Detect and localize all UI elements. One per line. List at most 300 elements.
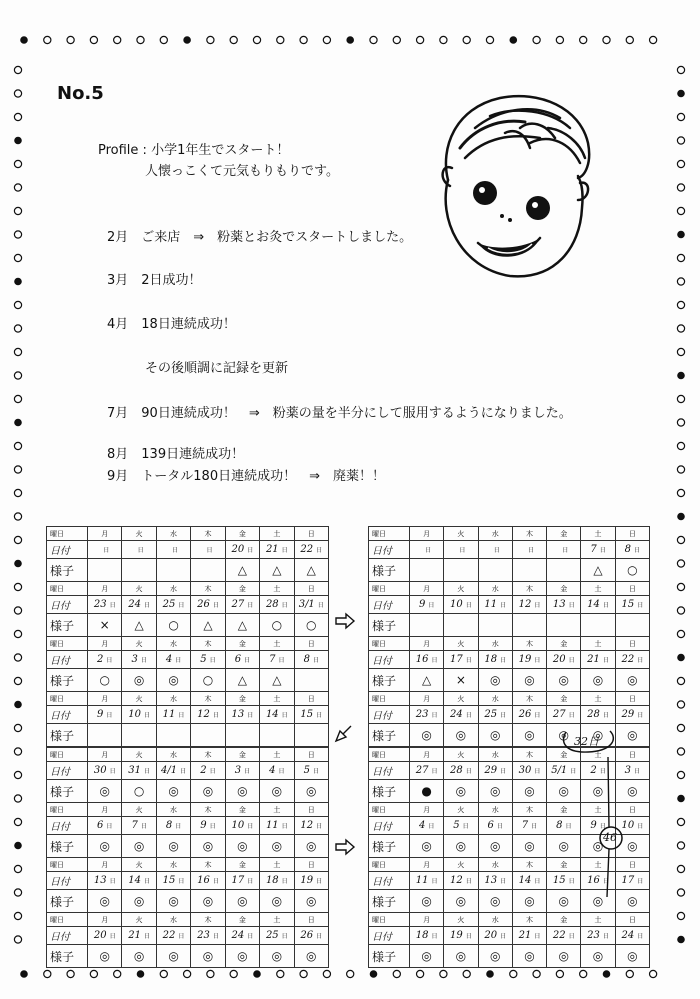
weekday-cell: 金 (225, 748, 259, 762)
date-value: 26 (518, 709, 532, 720)
date-value: 7 (590, 544, 597, 555)
row-label: 曜日 (369, 803, 410, 817)
day-suffix: 日 (534, 712, 541, 719)
state-mark-cell: ◎ (410, 890, 444, 913)
state-mark-cell (478, 559, 512, 582)
date-value: 4/1 (161, 765, 178, 776)
date-cell (444, 541, 478, 559)
day-suffix: 日 (634, 768, 641, 775)
date-value: 16 (587, 875, 600, 886)
date-value: 12 (300, 820, 314, 831)
border-dot (14, 489, 21, 496)
day-suffix: 日 (568, 933, 575, 940)
row-label: 曜日 (47, 582, 88, 596)
border-dot (678, 90, 684, 96)
row-label: 日付 (47, 541, 88, 559)
border-dot (15, 560, 21, 566)
day-suffix: 日 (109, 768, 116, 775)
handwritten-count: 46 (603, 831, 617, 844)
weekday-header-row (47, 803, 329, 817)
state-mark-cell: △ (225, 669, 259, 692)
date-value: 4 (418, 820, 426, 831)
weekday-cell: 月 (88, 748, 122, 762)
date-value: 11 (415, 875, 429, 886)
day-suffix: 日 (281, 933, 288, 940)
date-value: 2 (97, 654, 104, 665)
border-dot (677, 137, 684, 144)
day-suffix: 日 (568, 657, 575, 664)
date-cell (512, 762, 546, 780)
row-label: 曜日 (369, 748, 410, 762)
row-label: 曜日 (369, 527, 410, 541)
border-dot (230, 970, 237, 977)
state-row (369, 559, 650, 582)
date-value: 14 (518, 875, 532, 886)
weekday-cell: 火 (444, 803, 478, 817)
calendar-table (46, 747, 329, 968)
state-mark-cell (260, 724, 294, 747)
date-value: 22 (162, 930, 176, 941)
date-cell (478, 817, 512, 835)
state-mark-cell: △ (225, 614, 259, 637)
date-cell (615, 762, 649, 780)
date-value: 20 (484, 930, 498, 941)
day-suffix: 日 (431, 768, 438, 775)
weekday-cell: 月 (88, 913, 122, 927)
state-mark-cell (294, 724, 328, 747)
date-cell (615, 706, 649, 724)
state-mark-cell: ◎ (294, 890, 328, 913)
state-mark-cell: ◎ (88, 780, 122, 803)
border-dot (677, 912, 684, 919)
date-cell (444, 817, 478, 835)
date-value: 13 (231, 709, 245, 720)
state-mark-cell: △ (410, 669, 444, 692)
date-cell (191, 541, 225, 559)
state-mark-cell: ◎ (260, 890, 294, 913)
border-dot (15, 842, 21, 848)
date-value: 8 (556, 820, 563, 831)
weekday-cell: 月 (88, 527, 122, 541)
row-label: 日付 (369, 706, 410, 724)
border-dot (323, 970, 330, 977)
date-cell (615, 651, 649, 669)
state-mark-cell: ○ (122, 780, 156, 803)
border-dot (677, 278, 684, 285)
weekday-cell: 金 (225, 858, 259, 872)
date-cell (512, 706, 546, 724)
border-dot (677, 184, 684, 191)
state-mark-cell (191, 724, 225, 747)
weekday-cell: 日 (294, 858, 328, 872)
date-value: 9 (418, 599, 426, 610)
date-cell (615, 927, 649, 945)
border-dot (580, 970, 587, 977)
date-cell (512, 872, 546, 890)
date-cell (156, 596, 190, 614)
row-label: 日付 (369, 927, 410, 945)
date-cell (88, 651, 122, 669)
weekday-cell: 木 (191, 748, 225, 762)
state-mark-cell (225, 724, 259, 747)
border-dot (160, 970, 167, 977)
date-row (47, 541, 329, 559)
state-mark-cell: ◎ (122, 945, 156, 968)
border-dot (230, 36, 237, 43)
weekday-cell: 木 (512, 527, 546, 541)
weekday-cell: 水 (156, 748, 190, 762)
weekday-cell: 火 (444, 858, 478, 872)
state-mark-cell: ◎ (478, 724, 512, 747)
row-label: 曜日 (369, 692, 410, 706)
row-label: 曜日 (47, 692, 88, 706)
date-cell (191, 872, 225, 890)
border-dot (14, 254, 21, 261)
date-value: 12 (197, 709, 210, 720)
border-dot (14, 466, 21, 473)
border-dot (44, 970, 51, 977)
day-suffix: 日 (568, 712, 575, 719)
timeline-entry: 7月 90日連続成功！ ⇒ 粉薬の量を半分にして服用するようになりました。 (107, 406, 572, 421)
border-dot (677, 583, 684, 590)
row-label: 様子 (369, 669, 410, 692)
day-suffix: 日 (312, 657, 319, 664)
date-value: 8 (303, 654, 310, 665)
weekday-cell: 木 (512, 858, 546, 872)
day-suffix: 日 (209, 657, 216, 664)
border-dot (14, 912, 21, 919)
date-value: 10 (450, 599, 463, 610)
border-dot (677, 748, 684, 755)
weekday-cell: 月 (88, 858, 122, 872)
date-value: 12 (450, 875, 463, 886)
date-value: 13 (552, 599, 566, 610)
weekday-cell: 木 (191, 527, 225, 541)
weekday-cell: 木 (191, 803, 225, 817)
border-dot (626, 36, 633, 43)
weekday-cell: 火 (122, 913, 156, 927)
date-value: 13 (484, 875, 498, 886)
state-mark-cell (88, 559, 122, 582)
date-cell (260, 706, 294, 724)
day-suffix: 日 (247, 602, 254, 609)
row-label: 日付 (47, 872, 88, 890)
weekday-cell: 日 (615, 803, 649, 817)
timeline-entry: その後順調に記録を更新 (145, 361, 289, 376)
border-dot (14, 771, 21, 778)
state-mark-cell: ◎ (547, 945, 581, 968)
state-mark-cell: ◎ (444, 890, 478, 913)
row-label: 様子 (47, 669, 88, 692)
border-dot (14, 160, 21, 167)
day-suffix: 日 (140, 657, 147, 664)
state-mark-cell: ◎ (615, 945, 649, 968)
day-suffix: 日 (534, 602, 541, 609)
date-value: 12 (518, 599, 532, 610)
state-mark-cell: ◎ (225, 780, 259, 803)
date-value: 20 (231, 544, 245, 555)
weekday-cell: 土 (260, 748, 294, 762)
border-dot (253, 36, 260, 43)
border-dot (67, 36, 74, 43)
date-value: 19 (518, 654, 532, 665)
row-label: 曜日 (47, 858, 88, 872)
date-value: 22 (300, 544, 314, 555)
weekday-cell: 月 (410, 748, 444, 762)
row-label: 日付 (47, 762, 88, 780)
state-mark-cell: ◎ (88, 890, 122, 913)
border-dot (14, 583, 21, 590)
border-dot (650, 36, 657, 43)
row-label: 様子 (47, 890, 88, 913)
date-value: 16 (197, 875, 210, 886)
row-label: 日付 (369, 762, 410, 780)
border-dot (184, 37, 190, 43)
date-row (369, 927, 650, 945)
date-cell (410, 596, 444, 614)
border-dot (347, 37, 353, 43)
date-value: 25 (484, 709, 498, 720)
weekday-cell: 木 (512, 692, 546, 706)
date-cell (122, 762, 156, 780)
weekday-cell: 土 (260, 803, 294, 817)
calendar-table (46, 526, 329, 747)
date-row (47, 872, 329, 890)
state-row (47, 835, 329, 858)
border-dot (678, 795, 684, 801)
border-dot (603, 36, 610, 43)
border-dot (678, 936, 684, 942)
state-mark-cell (512, 614, 546, 637)
date-value: 20 (93, 930, 107, 941)
state-mark-cell (410, 559, 444, 582)
state-mark-cell (547, 614, 581, 637)
day-suffix: 日 (465, 768, 472, 775)
profile-line-1: Profile : 小学1年生でスタート！ (98, 143, 290, 158)
weekday-header-row (369, 913, 650, 927)
date-value: 6 (234, 654, 242, 665)
weekday-cell: 火 (122, 637, 156, 651)
day-suffix: 日 (281, 878, 288, 885)
date-cell (581, 706, 615, 724)
day-suffix: 日 (178, 712, 185, 719)
date-value: 22 (552, 930, 566, 941)
day-suffix: 日 (281, 712, 288, 719)
day-suffix: 日 (143, 768, 150, 775)
day-suffix: 日 (602, 602, 609, 609)
weekday-cell: 土 (260, 692, 294, 706)
row-label: 日付 (369, 541, 410, 559)
border-dot (14, 90, 21, 97)
date-value: 27 (231, 599, 245, 610)
state-mark-cell (191, 559, 225, 582)
date-cell (122, 817, 156, 835)
date-cell (294, 817, 328, 835)
day-suffix: 日 (599, 547, 606, 554)
weekday-cell: 日 (294, 527, 328, 541)
border-dot (300, 36, 307, 43)
border-dot (114, 36, 121, 43)
date-value: 23 (415, 709, 429, 720)
date-value: 10 (128, 709, 141, 720)
state-mark-cell: △ (260, 559, 294, 582)
border-dot (677, 489, 684, 496)
date-value: 19 (300, 875, 314, 886)
date-cell (444, 706, 478, 724)
border-dot (14, 231, 21, 238)
date-value: 8 (624, 544, 632, 555)
date-cell (547, 762, 581, 780)
border-dot (67, 970, 74, 977)
date-row (47, 762, 329, 780)
date-row (47, 817, 329, 835)
weekday-cell: 水 (156, 803, 190, 817)
day-suffix: 日 (570, 768, 577, 775)
date-value: 2 (200, 765, 207, 776)
down-left-arrow-icon (333, 722, 355, 744)
border-dot (677, 818, 684, 825)
calendar-table (368, 526, 650, 747)
day-suffix: 日 (206, 547, 213, 554)
date-cell (547, 872, 581, 890)
date-value: 2 (590, 765, 597, 776)
border-dot (277, 970, 284, 977)
date-cell (225, 817, 259, 835)
weekday-cell: 日 (294, 913, 328, 927)
weekday-cell: 月 (410, 858, 444, 872)
state-mark-cell: ◎ (260, 780, 294, 803)
weekday-cell: 月 (410, 803, 444, 817)
day-suffix: 日 (175, 657, 182, 664)
timeline-entry: 9月 トータル180日連続成功！ ⇒ 廃薬！！ (107, 469, 385, 484)
date-cell (444, 596, 478, 614)
date-value: 13 (93, 875, 107, 886)
date-cell (191, 651, 225, 669)
day-suffix: 日 (531, 823, 538, 830)
border-dot (14, 889, 21, 896)
date-cell (260, 817, 294, 835)
row-label: 日付 (369, 651, 410, 669)
date-value: 7 (269, 654, 276, 665)
weekday-cell: 水 (156, 527, 190, 541)
weekday-cell: 水 (156, 637, 190, 651)
day-suffix: 日 (106, 712, 113, 719)
weekday-cell: 金 (547, 858, 581, 872)
state-mark-cell: ◎ (478, 669, 512, 692)
border-dot (677, 207, 684, 214)
date-cell (260, 651, 294, 669)
date-cell (512, 651, 546, 669)
border-dot (677, 301, 684, 308)
state-mark-cell: ◎ (478, 890, 512, 913)
row-label: 日付 (47, 596, 88, 614)
date-cell (410, 651, 444, 669)
weekday-cell: 木 (512, 803, 546, 817)
date-value: 21 (265, 544, 279, 555)
state-mark-cell: ● (410, 780, 444, 803)
weekday-cell: 金 (225, 913, 259, 927)
date-value: 29 (484, 765, 498, 776)
state-mark-cell: ○ (615, 559, 649, 582)
border-dot (393, 36, 400, 43)
date-cell (547, 596, 581, 614)
day-suffix: 日 (247, 547, 254, 554)
row-label: 日付 (47, 651, 88, 669)
state-mark-cell: ◎ (191, 835, 225, 858)
state-mark-cell: × (88, 614, 122, 637)
state-mark-cell: △ (225, 559, 259, 582)
row-label: 様子 (369, 890, 410, 913)
state-mark-cell (122, 724, 156, 747)
border-dot (677, 419, 684, 426)
state-mark-cell: ◎ (122, 890, 156, 913)
weekday-cell: 月 (410, 913, 444, 927)
day-suffix: 日 (178, 933, 185, 940)
date-cell (225, 706, 259, 724)
border-dot (580, 36, 587, 43)
row-label: 様子 (47, 614, 88, 637)
state-row (47, 669, 329, 692)
state-mark-cell: △ (581, 559, 615, 582)
date-cell (294, 596, 328, 614)
day-suffix: 日 (316, 823, 323, 830)
row-label: 曜日 (369, 913, 410, 927)
date-cell (444, 927, 478, 945)
date-value: 9 (590, 820, 597, 831)
border-dot (533, 970, 540, 977)
day-suffix: 日 (462, 823, 469, 830)
border-dot (90, 36, 97, 43)
day-suffix: 日 (180, 768, 187, 775)
day-suffix: 日 (278, 768, 285, 775)
weekday-cell: 火 (444, 582, 478, 596)
day-suffix: 日 (534, 768, 541, 775)
weekday-header-row (369, 637, 650, 651)
border-dot (677, 66, 684, 73)
weekday-cell: 金 (547, 637, 581, 651)
border-dot (14, 748, 21, 755)
border-dot (14, 677, 21, 684)
weekday-cell: 土 (581, 803, 615, 817)
weekday-cell: 木 (512, 913, 546, 927)
weekday-cell: 水 (478, 748, 512, 762)
weekday-cell: 日 (615, 637, 649, 651)
day-suffix: 日 (143, 878, 150, 885)
day-suffix: 日 (500, 878, 507, 885)
state-mark-cell (156, 559, 190, 582)
date-cell (156, 541, 190, 559)
day-suffix: 日 (565, 823, 572, 830)
date-cell (581, 541, 615, 559)
state-mark-cell: ◎ (225, 835, 259, 858)
date-value: 28 (265, 599, 279, 610)
border-dot (677, 771, 684, 778)
day-suffix: 日 (637, 657, 644, 664)
date-value: 24 (621, 930, 635, 941)
weekday-header-row (369, 527, 650, 541)
state-mark-cell: ◎ (512, 780, 546, 803)
border-dot (393, 970, 400, 977)
date-cell (88, 817, 122, 835)
state-mark-cell: ◎ (191, 945, 225, 968)
day-suffix: 日 (459, 547, 466, 554)
weekday-cell: 日 (294, 748, 328, 762)
weekday-cell: 水 (478, 858, 512, 872)
date-cell (88, 927, 122, 945)
border-dot (14, 513, 21, 520)
border-dot (21, 971, 27, 977)
state-mark-cell: ◎ (156, 945, 190, 968)
